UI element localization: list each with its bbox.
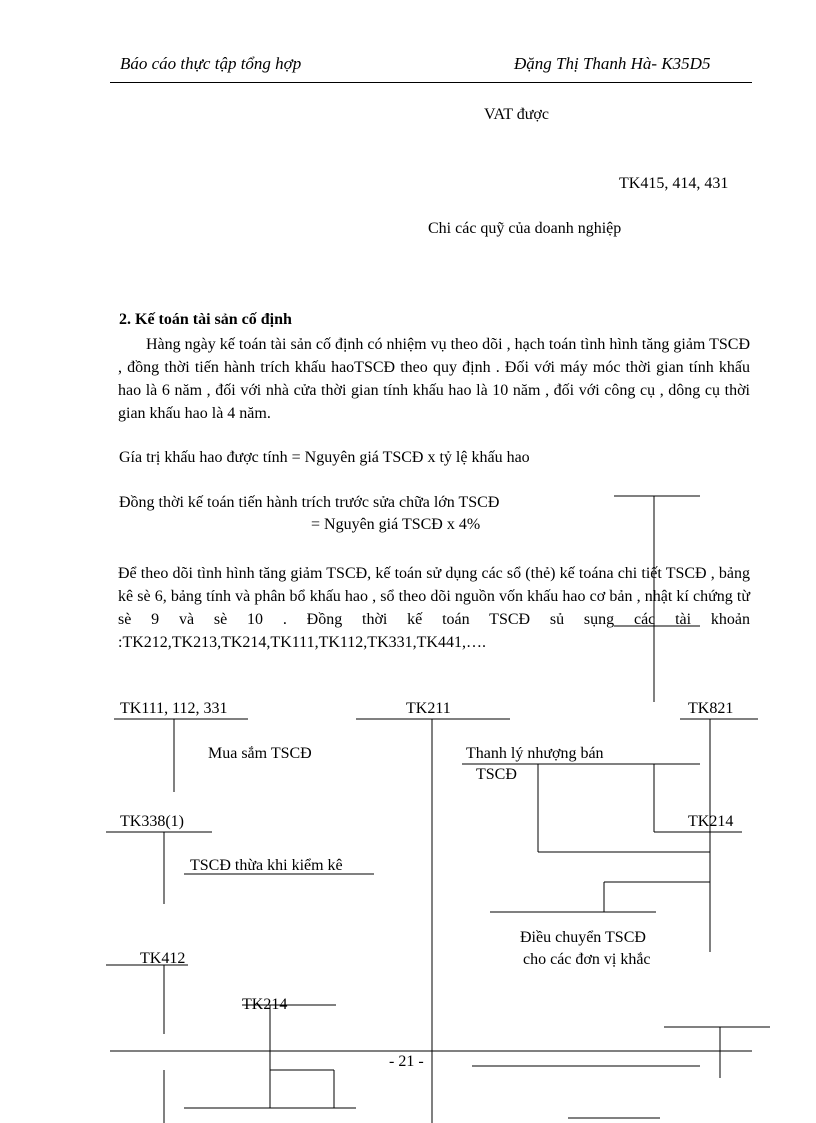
label-purchase: Mua sắm TSCĐ bbox=[208, 745, 312, 762]
label-transfer-line1: Điều chuyển TSCĐ bbox=[520, 929, 646, 946]
label-disposal-line1: Thanh lý nhượng bán bbox=[466, 745, 604, 762]
account-tk111: TK111, 112, 331 bbox=[120, 700, 228, 717]
formula-depreciation: Gía trị khấu hao được tính = Nguyên giá TSCĐ x tỷ lệ khấu hao bbox=[119, 449, 530, 466]
label-surplus: TSCĐ thừa khi kiểm kê bbox=[190, 857, 343, 874]
account-tk821: TK821 bbox=[688, 700, 734, 717]
account-tk214-right: TK214 bbox=[688, 813, 734, 830]
funds-note: Chi các quỹ của doanh nghiệp bbox=[428, 220, 622, 237]
account-tk338: TK338(1) bbox=[120, 813, 184, 830]
paragraph-ledgers: Để theo dõi tình hình tăng giảm TSCĐ, kế toán sử dụng các sổ (thẻ) kế toána chi tiết TSCĐ , bảng kê sè 6, bảng tính và phân bổ khấu hao , sổ theo dõi nguồn vốn khấu hao cơ bản , nhật kí chứng từ sè 9 và sè 10 . Đồng thời kế toán TSCĐ sủ sụng các tài khoản :TK212,TK213,TK214,TK111,TK112,TK331,TK441,…. bbox=[118, 565, 750, 651]
formula-repair-line2: = Nguyên giá TSCĐ x 4% bbox=[311, 516, 481, 533]
page-number: - 21 - bbox=[389, 1053, 424, 1070]
accounts-note: TK415, 414, 431 bbox=[619, 175, 729, 192]
paragraph-depreciation: Hàng ngày kế toán tài sản cố định có nhiệm vụ theo dõi , hạch toán tình hình tăng giảm TSCĐ , đồng thời tiến hành trích khấu haoTSCĐ theo quy định . Đối với máy móc thời gian tính khấu hao là 6 năm , đối với nhà cửa thời gian tính khấu hao là 10 năm , đối với công cụ , dông cụ thời gian khấu hao là 4 năm. bbox=[118, 336, 750, 422]
label-transfer-line2: cho các đơn vị khắc bbox=[523, 951, 651, 968]
account-tk412: TK412 bbox=[140, 950, 186, 967]
header-author: Đặng Thị Thanh Hà- K35D5 bbox=[514, 54, 711, 73]
section-heading: 2. Kế toán tài sản cố định bbox=[119, 311, 292, 328]
account-tk211: TK211 bbox=[406, 700, 451, 717]
formula-repair-line1: Đồng thời kế toán tiến hành trích trước sửa chữa lớn TSCĐ bbox=[119, 494, 500, 511]
vat-note: VAT được bbox=[484, 106, 549, 123]
label-disposal-line2: TSCĐ bbox=[476, 766, 517, 783]
header-title: Báo cáo thực tập tổng hợp bbox=[120, 54, 302, 73]
account-tk214-left: TK214 bbox=[242, 996, 288, 1013]
